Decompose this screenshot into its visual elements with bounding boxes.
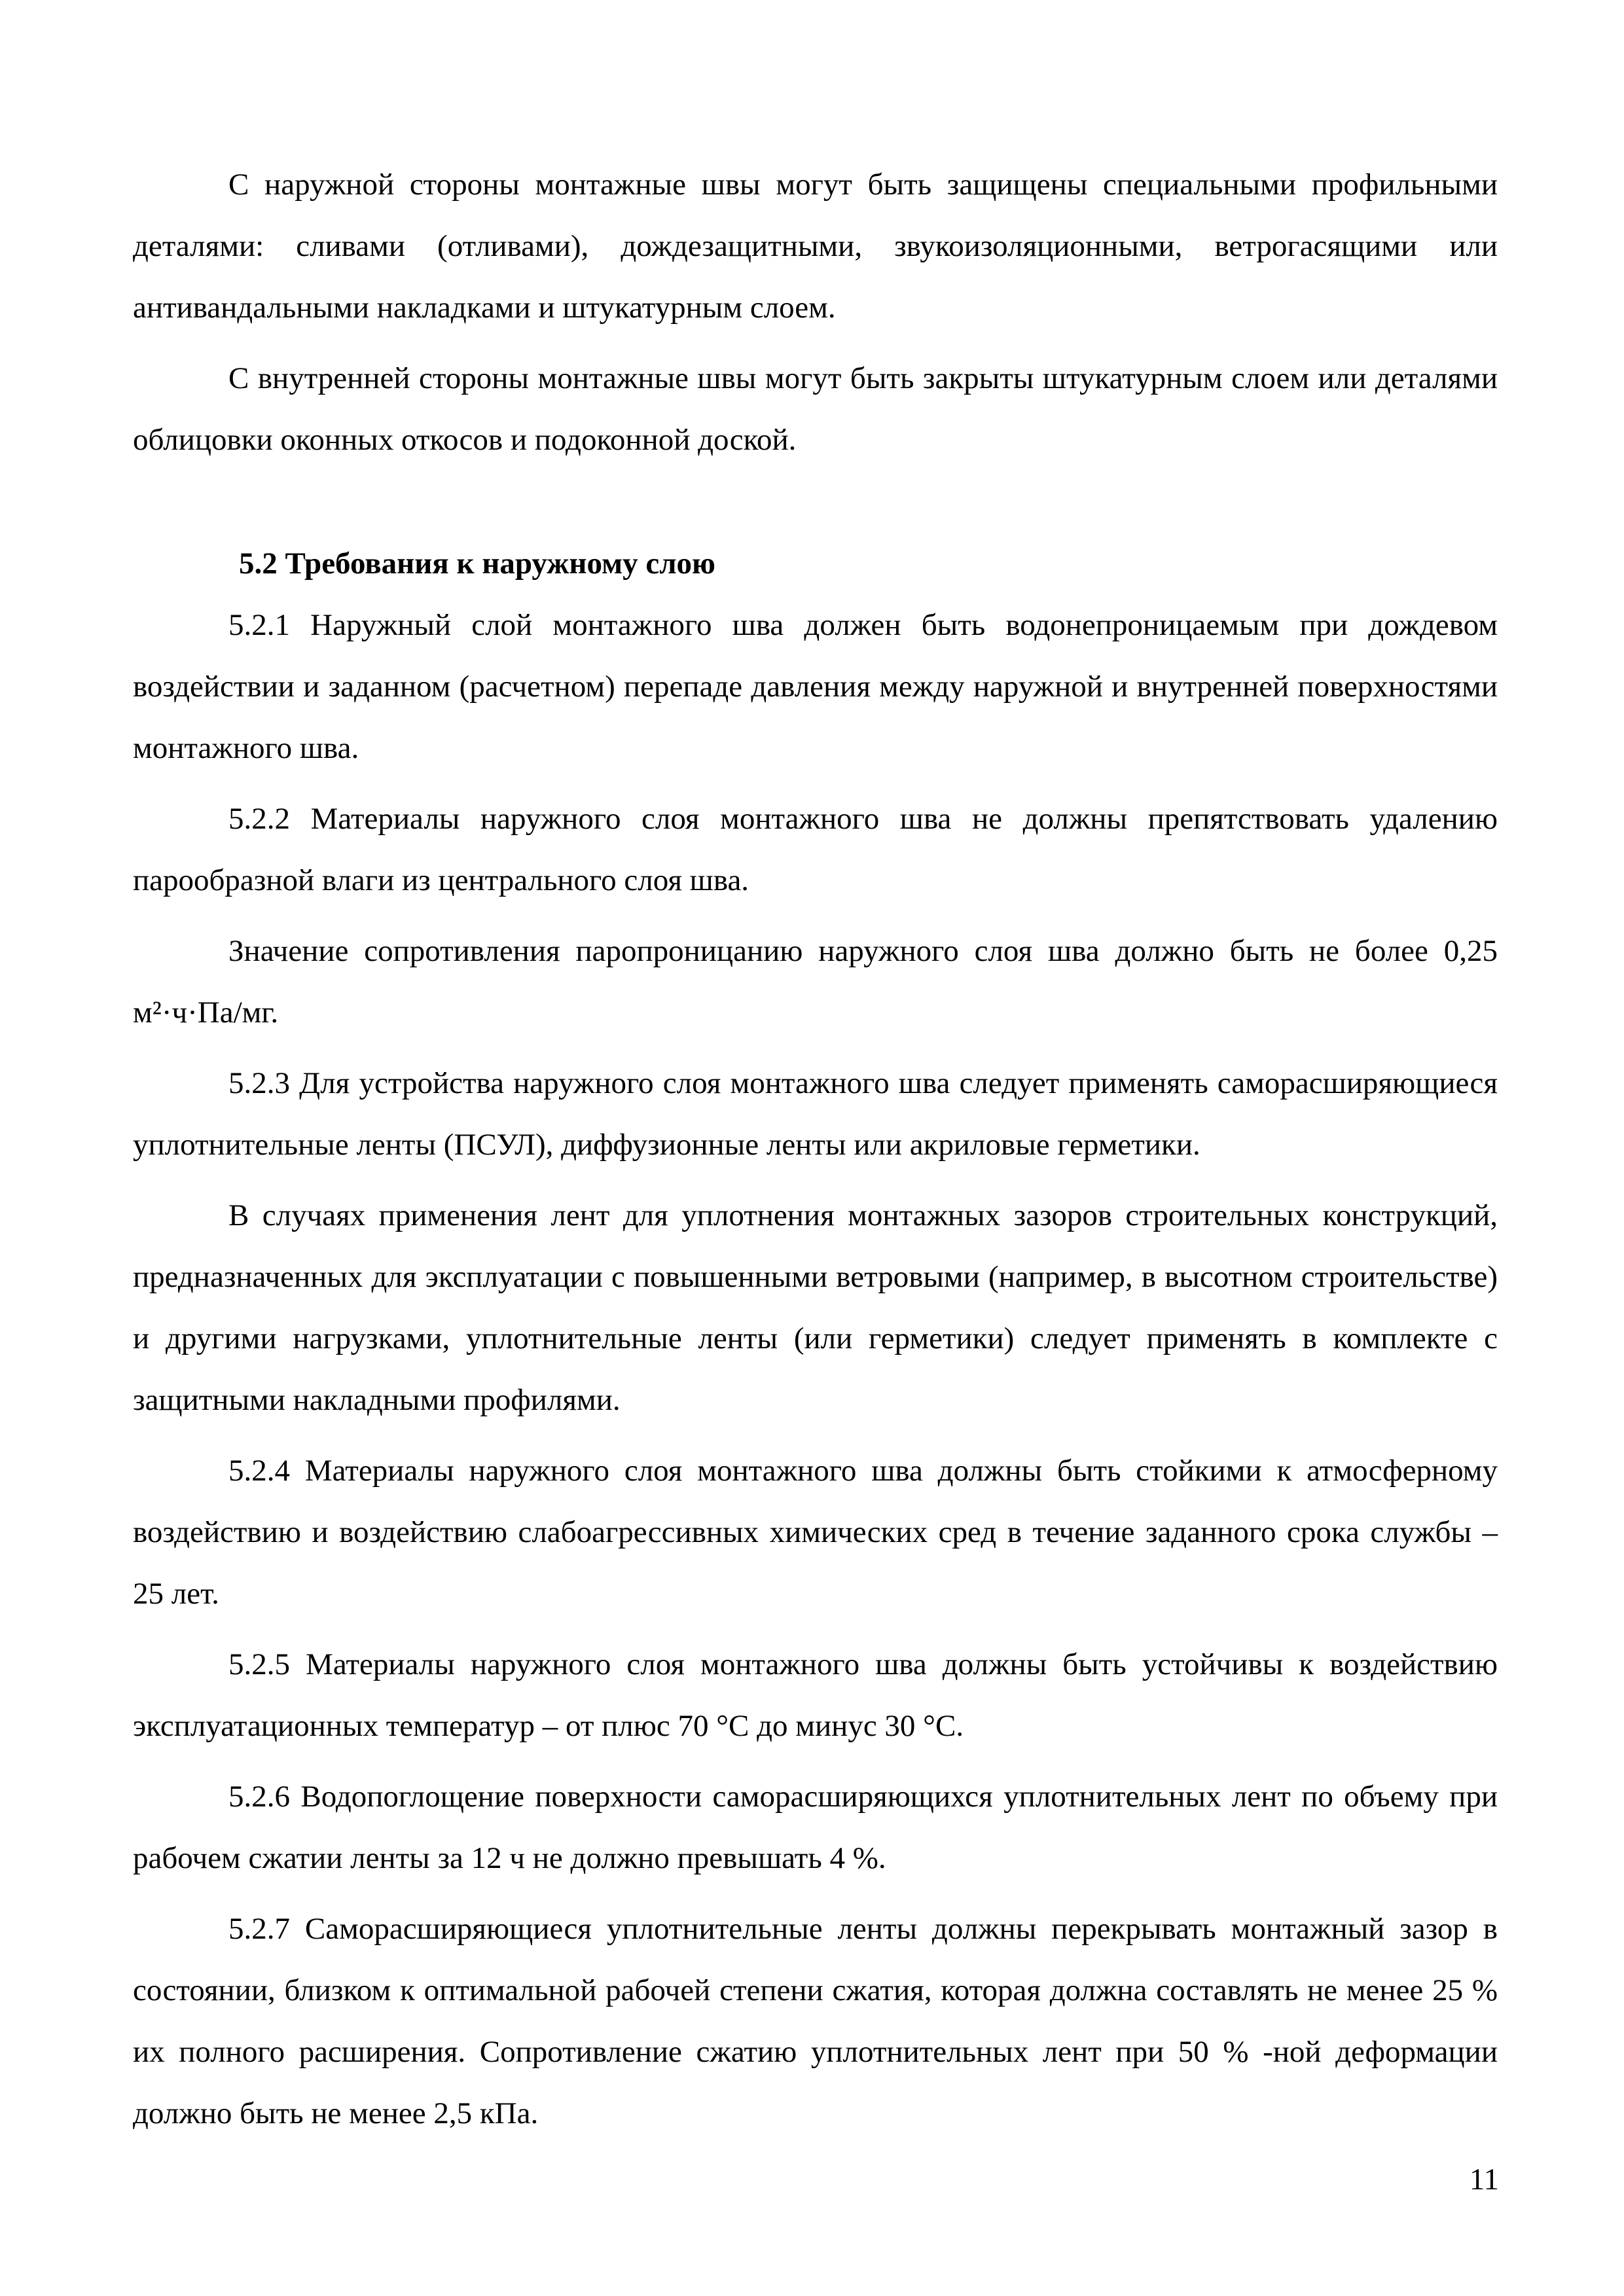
clause-5-2-3: 5.2.3 Для устройства наружного слоя монтажного шва следует применять саморасширяющиеся уплотнительные ленты (ПСУЛ), диффузионные ленты или акриловые герметики. [133,1066,1498,1162]
clause-5-2-2: 5.2.2 Материалы наружного слоя монтажного шва не должны препятствовать удалению парообразной влаги из центрального слоя шва. [133,802,1498,897]
intro-paragraph-interior-protection: С внутренней стороны монтажные швы могут быть закрыты штукатурным слоем или деталями облицовки оконных откосов и подоконной доской. [133,361,1498,457]
intro-paragraph-exterior-protection: С наружной стороны монтажные швы могут быть защищены специальными профильными деталями: сливами (отливами), дождезащитными, звукоизоляционными, ветрогасящими или антивандальными накладками и штукатурным слоем. [133,168,1498,325]
clause-5-2-4: 5.2.4 Материалы наружного слоя монтажного шва должны быть стойкими к атмосферному воздействию и воздействию слабоагрессивных химических сред в течение заданного срока службы – 25 лет. [133,1454,1498,1611]
clause-5-2-7: 5.2.7 Саморасширяющиеся уплотнительные ленты должны перекрывать монтажный зазор в состоянии, близком к оптимальной рабочей степени сжатия, которая должна составлять не менее 25 % их полного расширения. Сопротивление сжатию уплотнительных лент при 50 % -ной деформации должно быть не менее 2,5 кПа. [133,1912,1498,2130]
clause-5-2-5: 5.2.5 Материалы наружного слоя монтажного шва должны быть устойчивы к воздействию эксплуатационных температур – от плюс 70 °С до минус 30 °С. [133,1647,1498,1743]
section-heading-5-2: 5.2 Требования к наружному слою [239,547,715,581]
clause-5-2-3-wind-loads: В случаях применения лент для уплотнения монтажных зазоров строительных конструкций, предназначенных для эксплуатации с повышенными ветровыми (например, в высотном строительстве) и другими нагрузками, уплотнительные ленты (или герметики) следует применять в комплекте с защитными накладными профилями. [133,1198,1498,1417]
clause-5-2-1: 5.2.1 Наружный слой монтажного шва должен быть водонепроницаемым при дождевом воздействии и заданном (расчетном) перепаде давления между наружной и внутренней поверхностями монтажного шва. [133,608,1498,765]
page-number: 11 [1469,2162,1499,2197]
document-body [133,154,1498,2144]
clause-5-2-2-vapor-resistance: Значение сопротивления паропроницанию наружного слоя шва должно быть не более 0,25 м²·ч·Па/мг. [133,934,1498,1030]
clause-5-2-6: 5.2.6 Водопоглощение поверхности саморасширяющихся уплотнительных лент по объему при рабочем сжатии ленты за 12 ч не должно превышать 4 %. [133,1780,1498,1875]
